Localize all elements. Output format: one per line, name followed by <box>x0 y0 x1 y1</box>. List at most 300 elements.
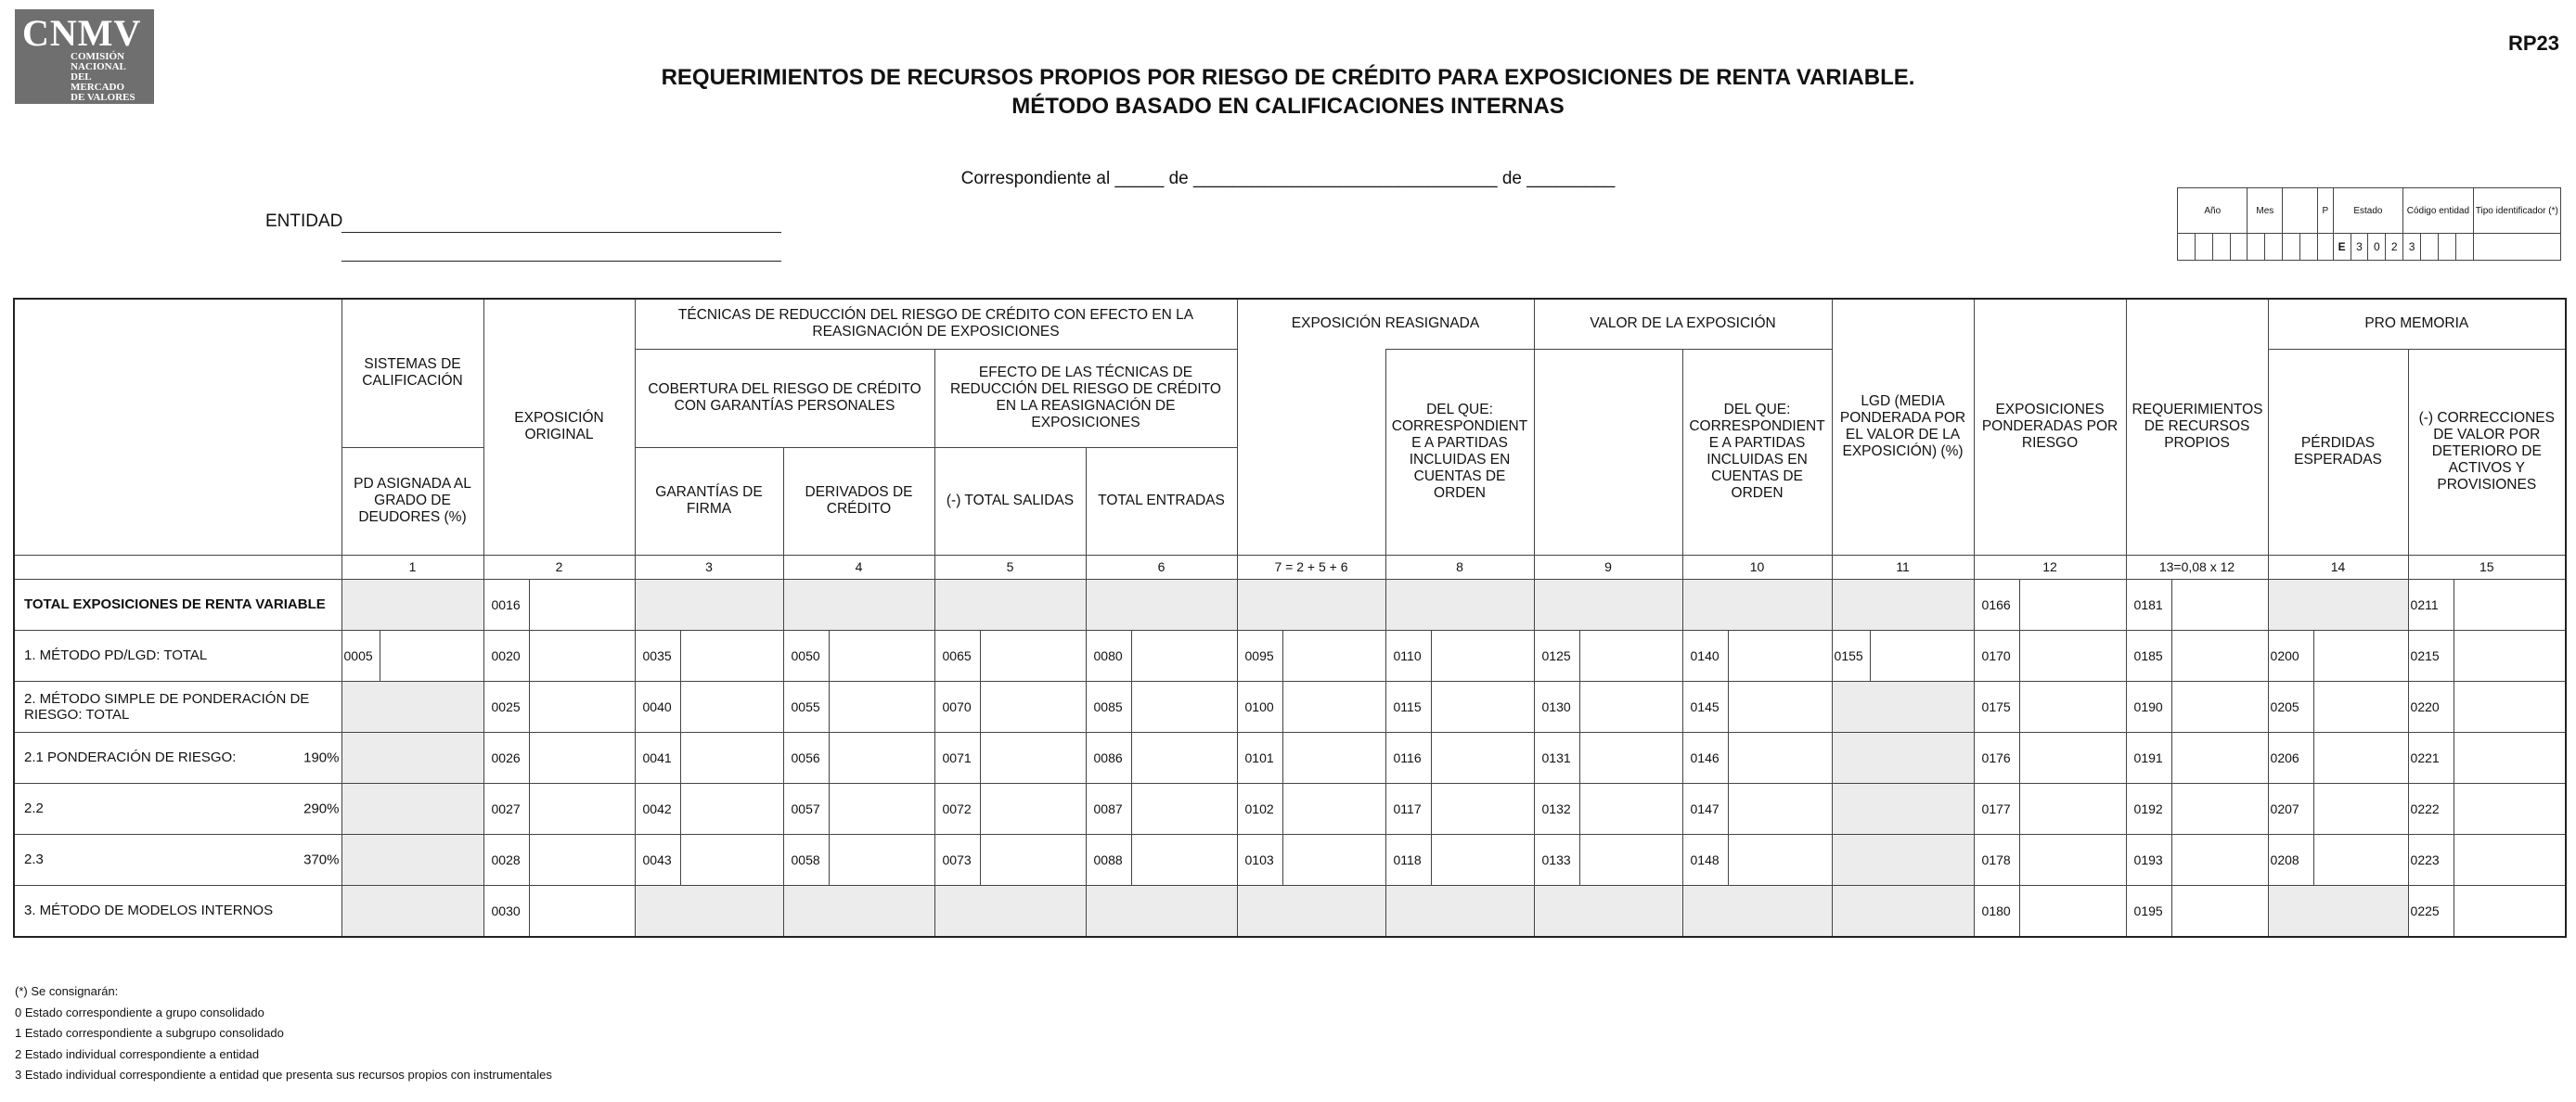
header-ponderadas: EXPOSICIONES PONDERADAS POR RIESGO <box>1974 299 2126 555</box>
row-label <box>14 834 341 885</box>
id-cell[interactable] <box>2455 234 2473 261</box>
cell-code: 0176 <box>1981 750 2011 765</box>
data-cell[interactable] <box>1237 834 1385 885</box>
header-correcciones: (-) CORRECCIONES DE VALOR POR DETERIORO DE ACTIVOS Y PROVISIONES <box>2408 349 2566 555</box>
data-cell[interactable] <box>1086 630 1237 681</box>
id-cell[interactable] <box>2230 234 2248 261</box>
data-cell[interactable] <box>1682 681 1832 732</box>
cell-code: 0005 <box>343 647 373 663</box>
data-cell[interactable] <box>1385 630 1534 681</box>
table-row <box>14 885 2566 937</box>
cell-code: 0065 <box>942 647 972 663</box>
cell-separator <box>1579 784 1580 834</box>
table-row <box>14 834 2566 885</box>
data-cell[interactable] <box>1682 630 1832 681</box>
data-cell[interactable] <box>2408 579 2566 630</box>
column-number-blank <box>14 555 341 579</box>
data-cell[interactable] <box>1974 834 2126 885</box>
page-title-line-1: REQUERIMIENTOS DE RECURSOS PROPIOS POR RIESGO DE CRÉDITO PARA EXPOSICIONES DE RENTA VARIABLE. <box>661 65 1915 90</box>
data-cell[interactable] <box>1086 783 1237 834</box>
data-cell[interactable] <box>635 732 783 783</box>
id-cell[interactable] <box>2265 234 2283 261</box>
logo-subtext-2: NACIONAL <box>71 61 126 72</box>
data-cell[interactable] <box>1974 579 2126 630</box>
cell-code: 0178 <box>1981 852 2011 867</box>
row-percentage: 370% <box>303 852 340 867</box>
disabled-cell <box>1086 579 1237 630</box>
cell-code: 0180 <box>1981 903 2011 918</box>
id-cell[interactable] <box>2438 234 2455 261</box>
data-cell[interactable] <box>483 834 635 885</box>
id-cell[interactable] <box>2212 234 2230 261</box>
id-cell[interactable] <box>2300 234 2318 261</box>
cell-separator <box>1728 733 1729 783</box>
cell-separator <box>1431 631 1432 681</box>
row-label <box>14 885 341 937</box>
footnote: (*) Se consignarán: <box>15 984 119 998</box>
footnote: 2 Estado individual correspondiente a entidad <box>15 1046 260 1061</box>
cell-separator <box>529 733 530 783</box>
table-row <box>14 783 2566 834</box>
data-cell[interactable] <box>1974 783 2126 834</box>
data-cell[interactable] <box>2126 885 2268 937</box>
header-reasignada-blank <box>1237 349 1385 555</box>
id-cell[interactable] <box>2317 234 2333 261</box>
cell-code: 0132 <box>1541 801 1571 816</box>
cell-code: 0118 <box>1393 852 1422 867</box>
header-garantias: GARANTÍAS DE FIRMA <box>635 447 783 555</box>
data-cell[interactable] <box>1682 834 1832 885</box>
data-cell[interactable] <box>2126 732 2268 783</box>
data-cell[interactable] <box>1237 630 1385 681</box>
disabled-cell <box>1832 579 1974 630</box>
column-number: 14 <box>2268 555 2408 579</box>
cell-separator <box>1282 784 1283 834</box>
data-cell[interactable] <box>2126 834 2268 885</box>
id-cell[interactable] <box>2283 234 2300 261</box>
cell-separator <box>2171 682 2172 732</box>
cell-code: 0175 <box>1981 698 2011 714</box>
cell-separator <box>1431 682 1432 732</box>
data-cell[interactable] <box>1385 732 1534 783</box>
data-cell[interactable] <box>934 834 1086 885</box>
data-cell[interactable] <box>2126 630 2268 681</box>
cell-code: 0027 <box>491 801 521 816</box>
cell-code: 0035 <box>642 647 672 663</box>
cell-code: 0133 <box>1541 852 1571 867</box>
header-valor-blank <box>1534 349 1682 555</box>
data-cell[interactable] <box>2408 885 2566 937</box>
data-cell[interactable] <box>1385 834 1534 885</box>
cell-separator <box>1131 835 1132 885</box>
disabled-cell <box>1237 885 1385 937</box>
cell-code: 0085 <box>1093 698 1123 714</box>
column-number: 11 <box>1832 555 1974 579</box>
data-cell[interactable] <box>1385 681 1534 732</box>
disabled-cell <box>635 885 783 937</box>
cell-code: 0057 <box>791 801 820 816</box>
cell-code: 0190 <box>2133 698 2163 714</box>
header-derivados: DERIVADOS DE CRÉDITO <box>783 447 934 555</box>
cell-separator <box>2171 580 2172 630</box>
header-reasignada-del-que: DEL QUE: CORRESPONDIENT E A PARTIDAS INCLUIDAS EN CUENTAS DE ORDEN <box>1385 349 1534 555</box>
column-number: 15 <box>2408 555 2566 579</box>
data-cell[interactable] <box>483 630 635 681</box>
cell-code: 0056 <box>791 750 820 765</box>
data-cell[interactable] <box>1682 732 1832 783</box>
id-header-year: Año <box>2178 188 2248 234</box>
data-cell[interactable] <box>2126 579 2268 630</box>
row-label <box>14 630 341 681</box>
id-value-e: E <box>2333 234 2351 261</box>
cell-code: 0101 <box>1244 750 1274 765</box>
disabled-cell <box>783 885 934 937</box>
id-header-tipo: Tipo identificador (*) <box>2473 188 2560 234</box>
data-cell[interactable] <box>2268 630 2408 681</box>
cell-separator <box>2171 733 2172 783</box>
entidad-label: ENTIDAD <box>265 211 343 231</box>
data-cell[interactable] <box>783 681 934 732</box>
header-salidas: (-) TOTAL SALIDAS <box>934 447 1086 555</box>
data-cell[interactable] <box>1534 834 1682 885</box>
cell-code: 0192 <box>2133 801 2163 816</box>
cell-separator <box>1431 835 1432 885</box>
data-cell[interactable] <box>483 885 635 937</box>
data-cell[interactable] <box>783 732 934 783</box>
cell-separator <box>980 733 981 783</box>
cell-separator <box>1282 733 1283 783</box>
column-number: 1 <box>341 555 483 579</box>
cell-code: 0170 <box>1981 647 2011 663</box>
footnotes <box>15 981 552 1086</box>
disabled-cell <box>1832 732 1974 783</box>
cell-separator <box>2019 835 2020 885</box>
data-cell[interactable] <box>635 681 783 732</box>
header-exp-original: EXPOSICIÓN ORIGINAL <box>483 299 635 555</box>
cell-separator <box>680 835 681 885</box>
cell-code: 0208 <box>2270 852 2299 867</box>
row-label-text: 3. MÉTODO DE MODELOS INTERNOS <box>24 903 274 918</box>
disabled-cell <box>1086 885 1237 937</box>
disabled-cell <box>341 732 483 783</box>
data-cell[interactable] <box>1086 681 1237 732</box>
data-cell[interactable] <box>2268 783 2408 834</box>
cell-code: 0130 <box>1541 698 1571 714</box>
cell-separator <box>829 682 830 732</box>
data-cell[interactable] <box>1534 630 1682 681</box>
header-requerimientos: REQUERIMIENTOS DE RECURSOS PROPIOS <box>2126 299 2268 555</box>
cell-separator <box>1282 835 1283 885</box>
data-cell[interactable] <box>934 630 1086 681</box>
column-number: 6 <box>1086 555 1237 579</box>
cell-separator <box>1131 733 1132 783</box>
cell-code: 0225 <box>2410 903 2440 918</box>
cell-separator <box>1131 682 1132 732</box>
id-cell[interactable] <box>2421 234 2439 261</box>
data-cell[interactable] <box>783 834 934 885</box>
column-number: 12 <box>1974 555 2126 579</box>
data-cell[interactable] <box>783 630 934 681</box>
data-cell[interactable] <box>1534 681 1682 732</box>
data-cell[interactable] <box>934 783 1086 834</box>
cell-code: 0222 <box>2410 801 2440 816</box>
data-cell[interactable] <box>483 783 635 834</box>
entidad-field-2[interactable] <box>341 261 781 262</box>
data-cell[interactable] <box>1832 630 1974 681</box>
row-label <box>14 732 341 783</box>
logo-subtext-1: COMISIÓN <box>71 51 125 62</box>
cell-code: 0206 <box>2270 750 2299 765</box>
cell-separator <box>2313 835 2314 885</box>
cell-code: 0028 <box>491 852 521 867</box>
table-row <box>14 681 2566 732</box>
disabled-cell <box>1682 579 1832 630</box>
cell-code: 0215 <box>2410 647 2440 663</box>
cell-separator <box>1131 631 1132 681</box>
cell-separator <box>529 784 530 834</box>
disabled-cell <box>1534 885 1682 937</box>
row-label-text: 2.1 PONDERACIÓN DE RIESGO: <box>24 750 237 765</box>
column-number: 5 <box>934 555 1086 579</box>
entidad-field[interactable] <box>341 232 781 233</box>
cell-code: 0080 <box>1093 647 1123 663</box>
column-number: 10 <box>1682 555 1832 579</box>
cell-code: 0086 <box>1093 750 1123 765</box>
header-valor-exp: VALOR DE LA EXPOSICIÓN <box>1534 299 1832 349</box>
row-label-text: 1. MÉTODO PD/LGD: TOTAL <box>24 647 208 663</box>
disabled-cell <box>341 681 483 732</box>
cell-code: 0140 <box>1690 647 1719 663</box>
cell-separator <box>2313 682 2314 732</box>
data-cell[interactable] <box>1974 630 2126 681</box>
cell-separator <box>1579 631 1580 681</box>
cell-separator <box>1431 733 1432 783</box>
logo-subtext-4: DE VALORES <box>71 92 135 103</box>
disabled-cell <box>1385 579 1534 630</box>
cell-code: 0195 <box>2133 903 2163 918</box>
header-perdidas: PÉRDIDAS ESPERADAS <box>2268 349 2408 555</box>
cell-code: 0200 <box>2270 647 2299 663</box>
cell-separator <box>980 682 981 732</box>
cell-code: 0148 <box>1690 852 1719 867</box>
id-header-p: P <box>2317 188 2333 234</box>
data-cell[interactable] <box>341 630 483 681</box>
data-cell[interactable] <box>1682 783 1832 834</box>
disabled-cell <box>934 885 1086 937</box>
cell-separator <box>1282 682 1283 732</box>
data-cell[interactable] <box>1086 732 1237 783</box>
table-body <box>14 579 2566 937</box>
cell-separator <box>2171 835 2172 885</box>
data-cell[interactable] <box>635 834 783 885</box>
cell-code: 0073 <box>942 852 972 867</box>
table-row <box>14 579 2566 630</box>
data-cell[interactable] <box>2268 681 2408 732</box>
form-code: RP23 <box>2507 32 2559 55</box>
disabled-cell <box>1832 885 1974 937</box>
cell-separator <box>1870 631 1871 681</box>
column-number: 9 <box>1534 555 1682 579</box>
data-cell[interactable] <box>2408 630 2566 681</box>
data-cell[interactable] <box>2408 681 2566 732</box>
data-cell[interactable] <box>2408 783 2566 834</box>
cell-separator <box>1131 784 1132 834</box>
cell-code: 0071 <box>942 750 972 765</box>
cell-code: 0043 <box>642 852 672 867</box>
cell-separator <box>1282 631 1283 681</box>
footnote: 3 Estado individual correspondiente a entidad que presenta sus recursos propios con instrumentales <box>15 1068 552 1082</box>
cell-separator <box>2313 631 2314 681</box>
id-header-codigo: Código entidad <box>2403 188 2473 234</box>
column-number: 2 <box>483 555 635 579</box>
cell-code: 0177 <box>1981 801 2011 816</box>
cell-code: 0115 <box>1393 698 1422 714</box>
id-value-2: 2 <box>2386 234 2403 261</box>
cell-code: 0181 <box>2133 596 2163 612</box>
id-header-blank <box>2283 188 2318 234</box>
cell-code: 0146 <box>1690 750 1719 765</box>
cell-code: 0042 <box>642 801 672 816</box>
data-cell[interactable] <box>2126 783 2268 834</box>
data-cell[interactable] <box>2268 732 2408 783</box>
id-cell[interactable] <box>2248 234 2265 261</box>
table-row <box>14 732 2566 783</box>
cell-separator <box>2019 733 2020 783</box>
cell-code: 0205 <box>2270 698 2299 714</box>
data-cell[interactable] <box>1237 732 1385 783</box>
column-number: 13=0,08 x 12 <box>2126 555 2268 579</box>
data-cell[interactable] <box>1237 681 1385 732</box>
id-cell[interactable] <box>2178 234 2196 261</box>
cell-separator <box>680 631 681 681</box>
row-label <box>14 579 341 630</box>
data-cell[interactable] <box>1974 885 2126 937</box>
row-label <box>14 783 341 834</box>
cell-separator <box>2019 631 2020 681</box>
logo-text: CNMV <box>22 12 142 54</box>
cell-separator <box>1728 835 1729 885</box>
cell-code: 0102 <box>1244 801 1274 816</box>
data-cell[interactable] <box>1237 783 1385 834</box>
cell-code: 0117 <box>1393 801 1422 816</box>
header-exp-reasignada: EXPOSICIÓN REASIGNADA <box>1237 299 1534 349</box>
cell-separator <box>2019 886 2020 936</box>
id-cell[interactable] <box>2473 234 2560 261</box>
cell-code: 0116 <box>1393 750 1422 765</box>
id-cell[interactable] <box>2195 234 2212 261</box>
disabled-cell <box>1832 681 1974 732</box>
row-label-text: 2.2 <box>24 801 44 816</box>
data-cell[interactable] <box>1385 783 1534 834</box>
cell-code: 0040 <box>642 698 672 714</box>
column-number-row <box>14 555 2566 579</box>
header-valor-del-que: DEL QUE: CORRESPONDIENT E A PARTIDAS INCLUIDAS EN CUENTAS DE ORDEN <box>1682 349 1832 555</box>
data-cell[interactable] <box>1534 783 1682 834</box>
data-cell[interactable] <box>483 681 635 732</box>
id-header-month: Mes <box>2248 188 2283 234</box>
cell-separator <box>980 835 981 885</box>
data-cell[interactable] <box>783 783 934 834</box>
footnote: 0 Estado correspondiente a grupo consolidado <box>15 1005 264 1019</box>
disabled-cell <box>1534 579 1682 630</box>
data-cell[interactable] <box>2408 732 2566 783</box>
data-cell[interactable] <box>1974 732 2126 783</box>
cell-separator <box>2171 631 2172 681</box>
cell-separator <box>529 631 530 681</box>
cell-code: 0100 <box>1244 698 1274 714</box>
cell-code: 0055 <box>791 698 820 714</box>
column-number: 7 = 2 + 5 + 6 <box>1237 555 1385 579</box>
header-pd: PD ASIGNADA AL GRADO DE DEUDORES (%) <box>341 447 483 555</box>
cell-separator <box>980 784 981 834</box>
cell-code: 0147 <box>1690 801 1719 816</box>
header-tecnicas: TÉCNICAS DE REDUCCIÓN DEL RIESGO DE CRÉDITO CON EFECTO EN LA REASIGNACIÓN DE EXPOSICIONES <box>635 299 1237 349</box>
cell-separator <box>2019 784 2020 834</box>
data-cell[interactable] <box>934 732 1086 783</box>
disabled-cell <box>783 579 934 630</box>
cell-separator <box>829 835 830 885</box>
disabled-cell <box>1682 885 1832 937</box>
cell-code: 0110 <box>1393 647 1422 663</box>
cell-separator <box>829 733 830 783</box>
cell-code: 0026 <box>491 750 521 765</box>
cell-separator <box>1728 784 1729 834</box>
cell-separator <box>680 733 681 783</box>
cell-code: 0016 <box>491 596 521 612</box>
data-cell[interactable] <box>934 681 1086 732</box>
disabled-cell <box>341 834 483 885</box>
cell-code: 0125 <box>1541 647 1571 663</box>
data-cell[interactable] <box>483 732 635 783</box>
cell-separator <box>529 886 530 936</box>
cell-code: 0145 <box>1690 698 1719 714</box>
cell-separator <box>529 835 530 885</box>
data-cell[interactable] <box>635 630 783 681</box>
table-row <box>14 630 2566 681</box>
data-cell[interactable] <box>2126 681 2268 732</box>
cell-separator <box>1579 835 1580 885</box>
column-number: 8 <box>1385 555 1534 579</box>
data-cell[interactable] <box>1086 834 1237 885</box>
row-label <box>14 681 341 732</box>
id-box <box>2177 187 2561 261</box>
cell-code: 0185 <box>2133 647 2163 663</box>
data-cell[interactable] <box>2268 834 2408 885</box>
cell-code: 0088 <box>1093 852 1123 867</box>
cell-separator <box>1579 682 1580 732</box>
cell-code: 0223 <box>2410 852 2440 867</box>
cell-code: 0166 <box>1981 596 2011 612</box>
cell-code: 0095 <box>1244 647 1274 663</box>
cell-separator <box>1728 682 1729 732</box>
data-cell[interactable] <box>483 579 635 630</box>
disabled-cell <box>1237 579 1385 630</box>
cell-code: 0221 <box>2410 750 2440 765</box>
cell-separator <box>529 580 530 630</box>
cell-separator <box>529 682 530 732</box>
page-title-line-2: MÉTODO BASADO EN CALIFICACIONES INTERNAS <box>1011 94 1565 119</box>
data-cell[interactable] <box>1534 732 1682 783</box>
data-cell[interactable] <box>635 783 783 834</box>
disabled-cell <box>2268 579 2408 630</box>
data-cell[interactable] <box>1974 681 2126 732</box>
cell-separator <box>680 784 681 834</box>
data-cell[interactable] <box>2408 834 2566 885</box>
header-sistemas: SISTEMAS DE CALIFICACIÓN <box>341 299 483 447</box>
cell-code: 0087 <box>1093 801 1123 816</box>
disabled-cell <box>934 579 1086 630</box>
column-number: 3 <box>635 555 783 579</box>
